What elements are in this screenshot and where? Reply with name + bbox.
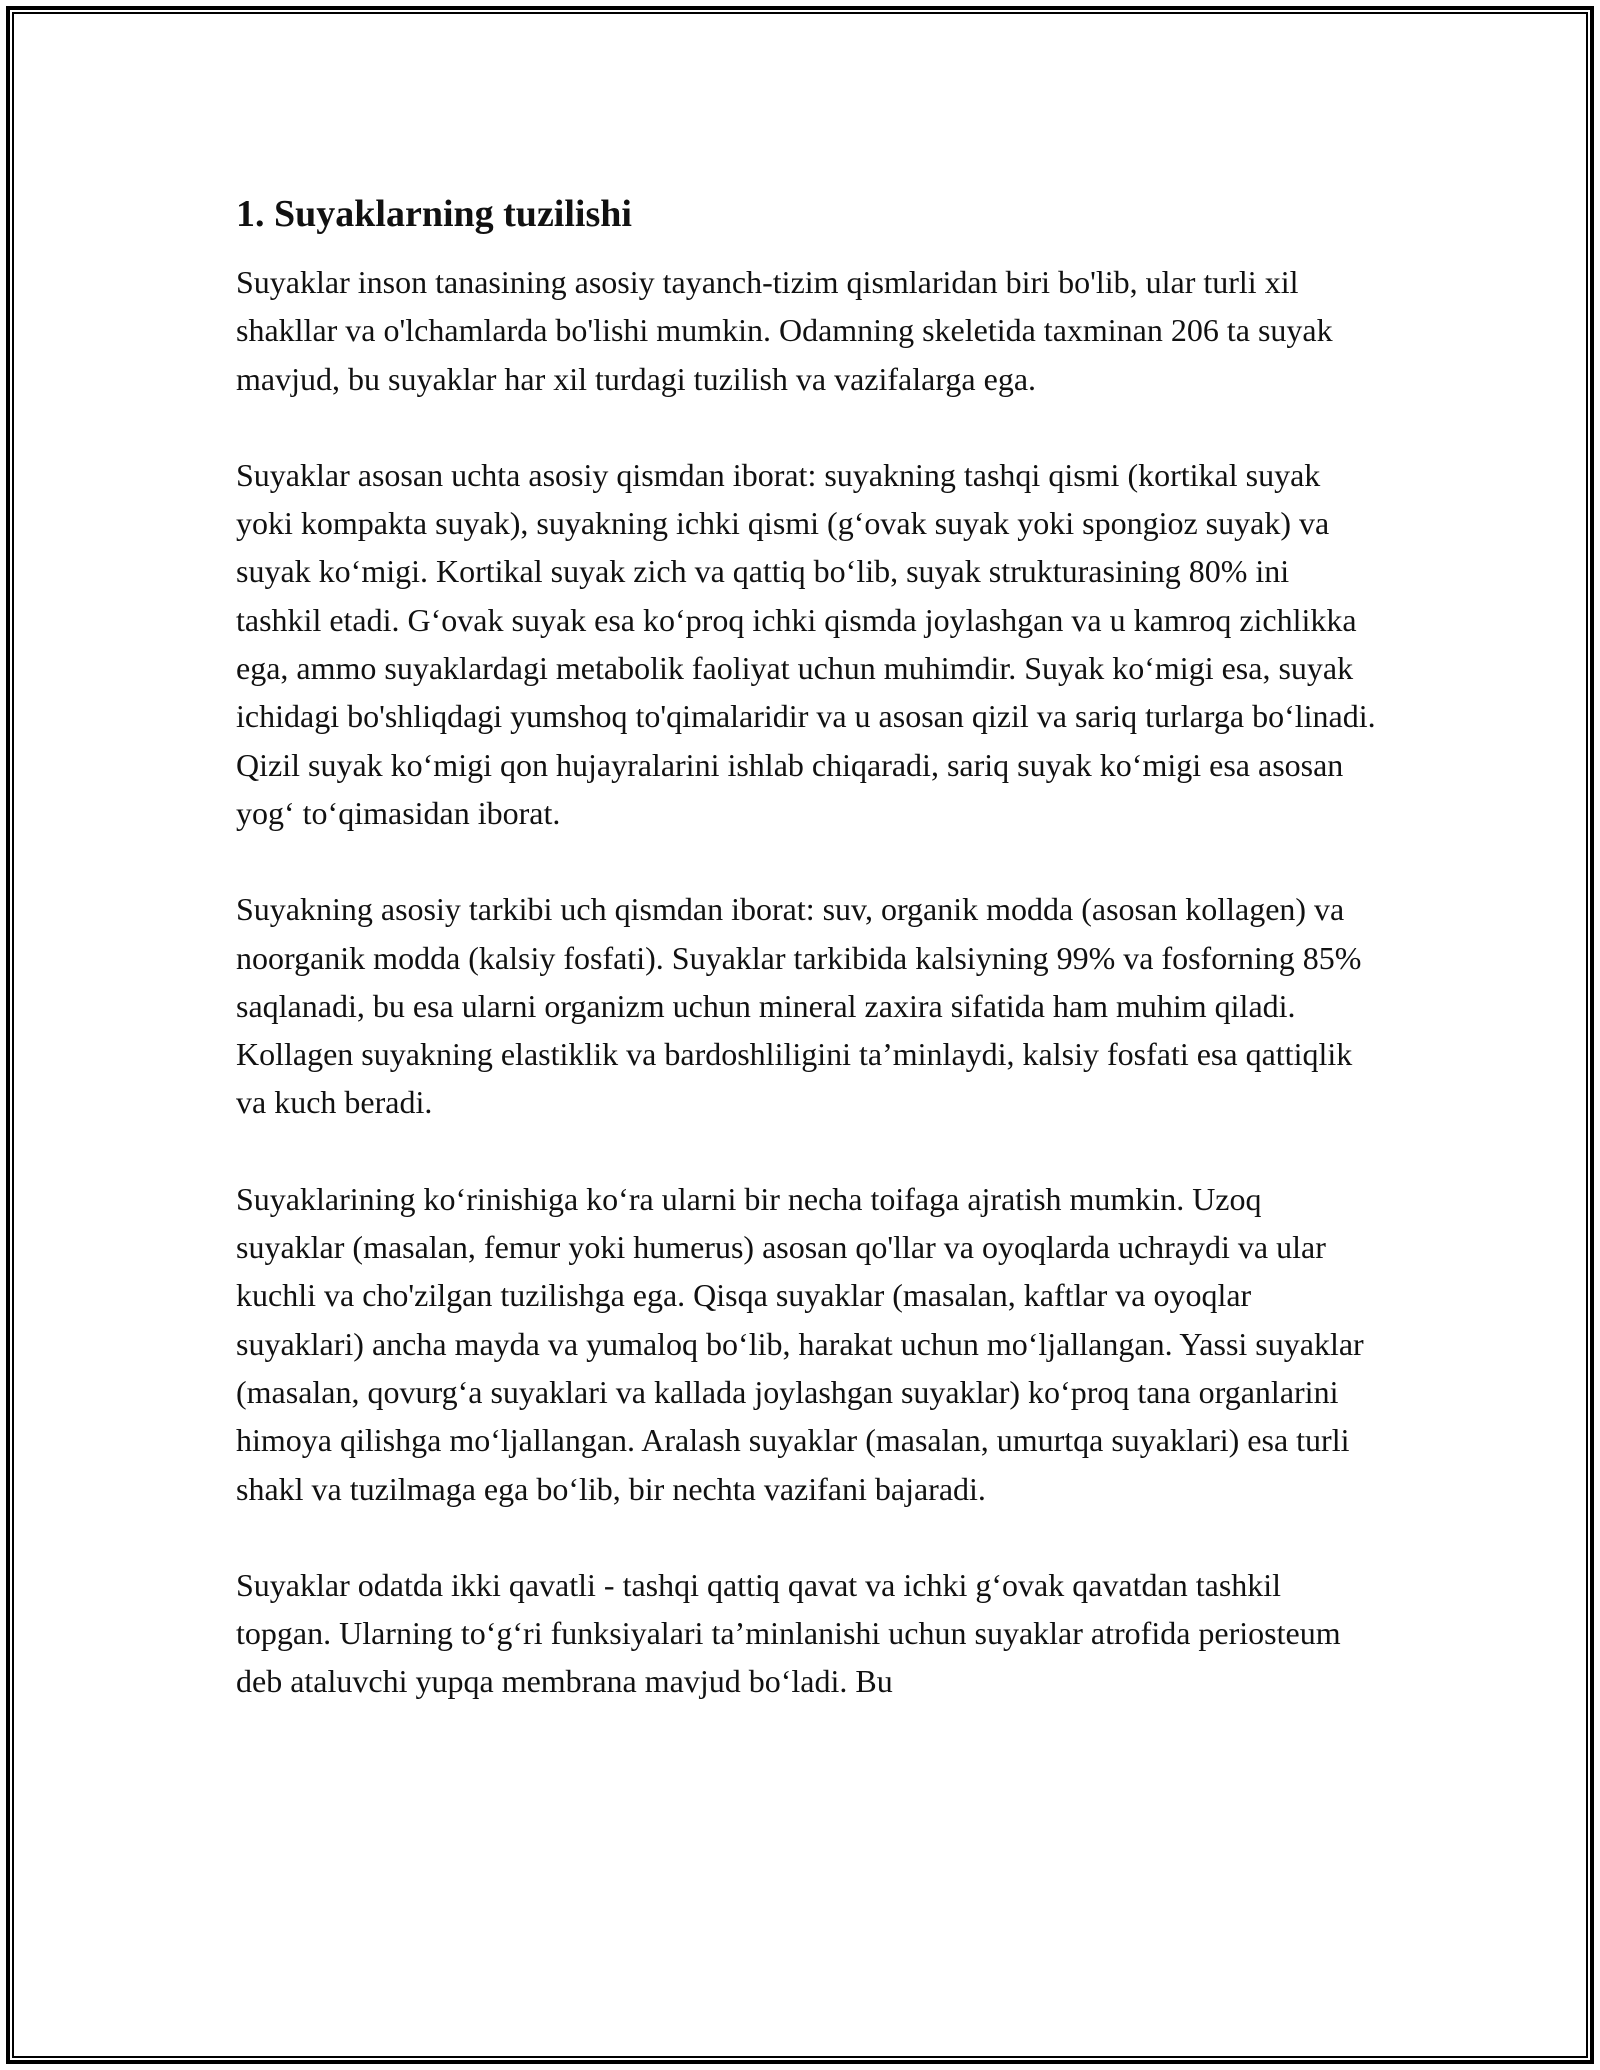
- section-heading: 1. Suyaklarning tuzilishi: [236, 193, 632, 235]
- paragraph-bone-types: Suyaklarining ko‘rinishiga ko‘ra ularni bir necha toifaga ajratish mumkin. Uzoq suyaklar (masalan, femur yoki humerus) asosan qo'llar va oyoqlarda uchraydi va ular kuchli va cho'zilgan tuzilishga ega. Qisqa suyaklar (masalan, kaftlar va oyoqlar suyaklari) ancha mayda va yumaloq bo‘lib, harakat uchun mo‘ljallangan. Yassi suyaklar (masalan, qovurg‘a suyaklari va kallada joylashgan suyaklar) ko‘proq tana organlarini himoya qilishga mo‘ljallangan. Aralash suyaklar (masalan, umurtqa suyaklari) esa turli shakl va tuzilmaga ega bo‘lib, bir nechta vazifani bajaradi.: [236, 1180, 1364, 1507]
- document-body: [236, 190, 1376, 1754]
- paragraph-bone-layers: Suyaklar odatda ikki qavatli - tashqi qattiq qavat va ichki g‘ovak qavatdan tashkil topgan. Ularning to‘g‘ri funksiyalari ta’minlanishi uchun suyaklar atrofida periosteum deb ataluvchi yupqa membrana mavjud bo‘ladi. Bu: [236, 1566, 1341, 1700]
- paragraph-bone-composition: Suyakning asosiy tarkibi uch qismdan iborat: suv, organik modda (asosan kollagen) va noorganik modda (kalsiy fosfati). Suyaklar tarkibida kalsiyning 99% va fosforning 85% saqlanadi, bu esa ularni organizm uchun mineral zaxira sifatida ham muhim qiladi. Kollagen suyakning elastiklik va bardoshliligini ta’minlaydi, kalsiy fosfati esa qattiqlik va kuch beradi.: [236, 891, 1362, 1121]
- paragraph-intro: Suyaklar inson tanasining asosiy tayanch-tizim qismlaridan biri bo'lib, ular turli xil shakllar va o'lchamlarda bo'lishi mumkin. Odamning skeletida taxminan 206 ta suyak mavjud, bu suyaklar har xil turdagi tuzilish va vazifalarga ega.: [236, 264, 1333, 397]
- paragraph-bone-parts: Suyaklar asosan uchta asosiy qismdan iborat: suyakning tashqi qismi (kortikal suyak yoki kompakta suyak), suyakning ichki qismi (g‘ovak suyak yoki spongioz suyak) va suyak ko‘migi. Kortikal suyak zich va qattiq bo‘lib, suyak strukturasining 80% ini tashkil etadi. G‘ovak suyak esa ko‘proq ichki qismda joylashgan va u kamroq zichlikka ega, ammo suyaklardagi metabolik faoliyat uchun muhimdir. Suyak ko‘migi esa, suyak ichidagi bo'shliqdagi yumshoq to'qimalaridir va u asosan qizil va sariq turlarga bo‘linadi. Qizil suyak ko‘migi qon hujayralarini ishlab chiqaradi, sariq suyak ko‘migi esa asosan yog‘ to‘qimasidan iborat.: [236, 456, 1376, 831]
